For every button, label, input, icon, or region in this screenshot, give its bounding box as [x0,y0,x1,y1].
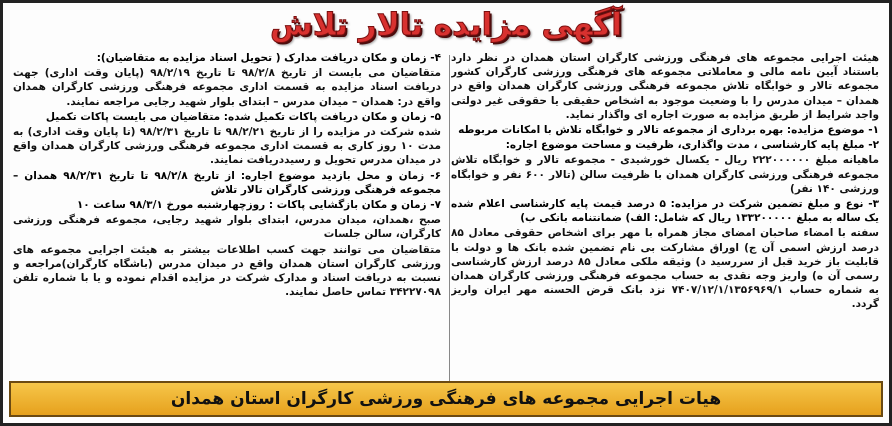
footer-banner: هیات اجرایی مجموعه های فرهنگی ورزشی کارگران استان همدان [9,381,883,417]
paragraph-opening: صبح ،همدان، میدان مدرس، ابتدای بلوار شهید رجایی، مجموعه فرهنگی ورزشی کارگران، سالن جلسات [13,214,441,241]
paragraph-visit: ۶- زمان و محل بازدید موضوع اجاره: از تاریخ ۹۸/۲/۸ تا تاریخ ۹۸/۲/۳۱ همدان – مجموعه فرهنگی ورزشی کارگران تالار تلاش [13,169,441,196]
paragraph-guarantee: سفته با امضاء صاحبان امضای مجاز همراه با مهر برای اشخاص حقوقی معادل ۸۵ درصد ارزش اسمی آن ج) اوراق مشارکت بی نام تضمین شده بانک ها و دولت با قابلیت باز خرید قبل از سررسید د) وثیقه ملکی معادل ۸۵ درصد ارزش کارشناسی رسمی آن ه) واریز وجه نقدی به حساب مجموعه فرهنگی ورزشی کارگران همدان به شماره حساب ۷۴۰۷/۱۲/۱/۱۳۵۶۹۶۹/۱ نزد بانک قرض الحسنه مهر ایران واریز گردد. [451,227,879,311]
paragraph-base-price-heading: ۲- مبلغ پایه کارشناسی ، مدت واگذاری، ظرفیت و مساحت موضوع اجاره: [505,139,879,152]
notice-title: آگهی مزایده تالار تلاش [270,7,622,43]
paragraph-envelopes-heading: ۵- زمان و مکان دریافت پاکات تکمیل شده: متقاضیان می بایست پاکات تکمیل [45,110,441,123]
paragraph-opening-heading: ۷- زمان و مکان بازگشایی پاکات : روزچهارشنبه مورخ ۹۸/۳/۱ ساعت ۱۰ [76,199,441,212]
right-column [451,51,879,383]
paragraph-envelopes: شده شرکت در مزایده را از تاریخ ۹۸/۲/۲۱ تا تاریخ ۹۸/۲/۳۱ (تا پایان وقت اداری) به مدت ۱۰ روز کاری به قسمت اداری مجموعه فرهنگی ورزشی کارگران همدان واقع در میدان مدرس تحویل و رسیددریافت نمایند. [13,126,441,167]
paragraph-documents-heading: ۴- زمان و مکان دریافت مدارک ( تحویل اسناد مزایده به متقاضیان): [96,52,441,64]
title-banner [3,7,889,43]
paragraph-subject: ۱- موضوع مزایده: بهره برداری از مجموعه تالار و خوابگاه تلاش با امکانات مربوطه [458,124,879,137]
paragraph-documents: متقاضیان می بایست از تاریخ ۹۸/۲/۸ تا تاریخ ۹۸/۲/۱۹ (پایان وقت اداری) جهت دریافت اسناد مزایده به قسمت اداری مجموعه فرهنگی ورزشی کارگران همدان واقع در: همدان – میدان مدرس – ابتدای بلوار شهید رجایی مراجعه نمایند. [13,67,441,108]
paragraph-intro: هیئت اجرایی مجموعه های فرهنگی ورزشی کارگران استان همدان در نظر دارد باستناد آیین نامه مالی و معاملاتی مجموعه های فرهنگی ورزشی کارگران کشور مجموعه تالار و خوابگاه تلاش مجموعه فرهنگی ورزشی کارگران همدان واقع در همدان – میدان مدرس را با وضعیت موجود به اشخاص حقیقی یا حقوقی غیر دولتی واجد شرایط از طریق مزایده به صورت اجاره ای واگذار نماید. [451,52,879,121]
column-divider [449,55,450,381]
paragraph-guarantee-heading: ۳- نوع و مبلغ تضمین شرکت در مزایده: ۵ درصد قیمت پایه کارشناسی اعلام شده یک ساله به مبلغ ۱۳۳۲۰۰۰۰۰ ریال که شامل: الف) ضمانتنامه بانکی ب) [451,198,879,225]
paragraph-contact: متقاضیان می توانند جهت کسب اطلاعات بیشتر به هیئت اجرایی مجموعه های ورزشی کارگران استان همدان واقع در میدان مدرس (باشگاه کارگران)مراجعه و نسبت به دریافت اسناد و مدارک شرکت در مزایده اقدام نموده و یا با شماره تلفن ۳۴۲۲۷۰۹۸ تماس حاصل نمایند. [13,243,441,299]
left-column [13,51,441,383]
paragraph-base-price: ماهیانه مبلغ ۲۲۲۰۰۰۰۰۰ ریال - یکسال خورشیدی - مجموعه تالار و خوابگاه تلاش مجموعه فرهنگی ورزشی کارگران همدان با ظرفیت سالن (تالار ۶۰۰ نفر و خوابگاه ورزشی ۱۴۰ نفر) [451,154,879,195]
